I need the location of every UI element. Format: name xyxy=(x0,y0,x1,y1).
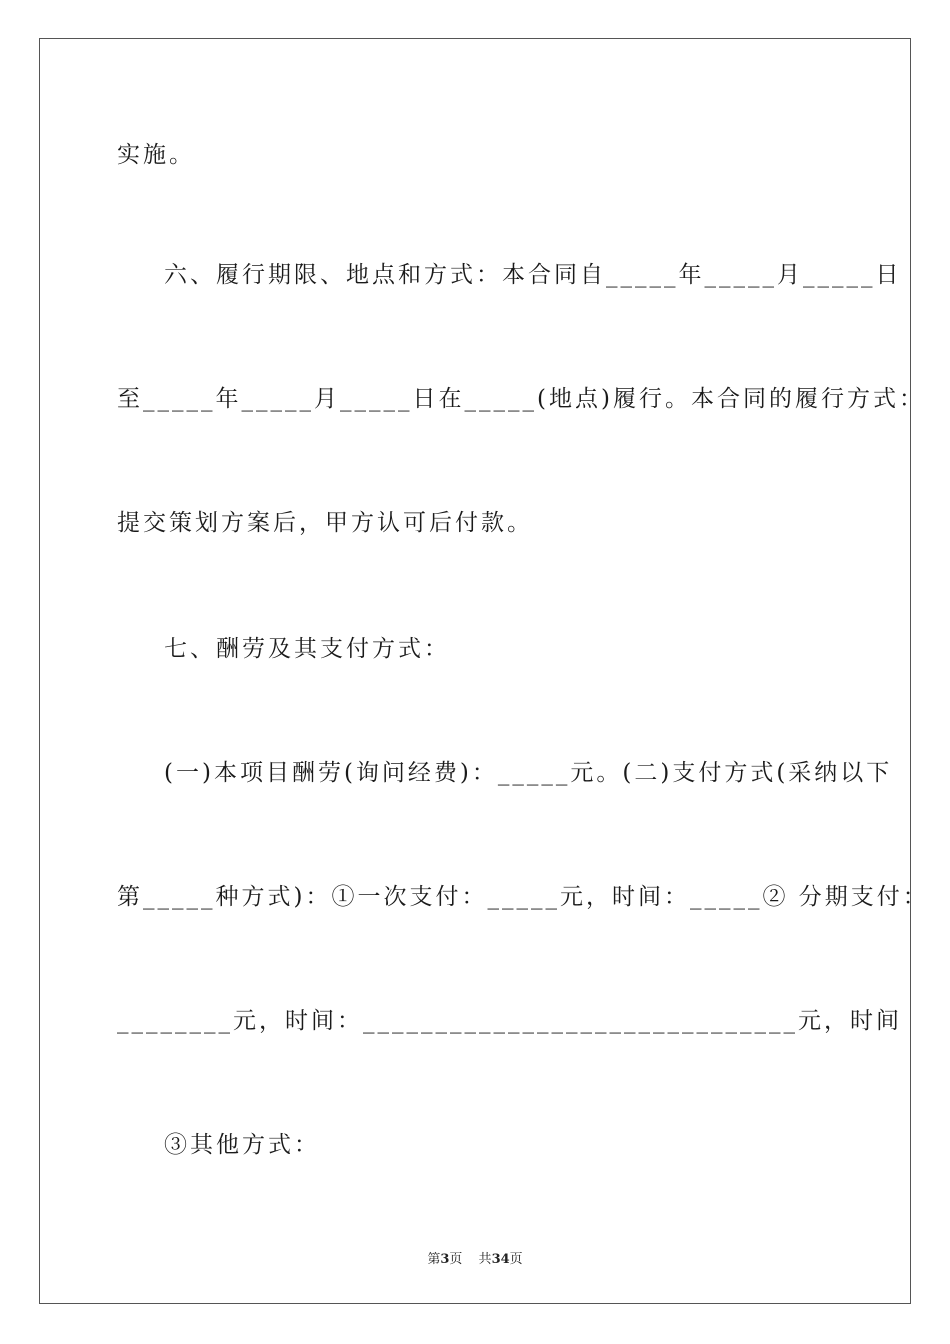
line-6: (一)本项目酬劳(询问经费)：_____元。(二)支付方式(采纳以下 xyxy=(164,760,893,786)
line-5: 七、酬劳及其支付方式： xyxy=(164,636,450,662)
total-pages: 34 xyxy=(491,1252,510,1267)
total-pages-indicator: 共34页 xyxy=(478,1252,523,1267)
line-3: 至_____年_____月_____日在_____(地点)履行。本合同的履行方式： xyxy=(117,386,925,412)
page-border xyxy=(39,38,911,1304)
line-8: ________元，时间：______________________________元，时间 xyxy=(117,1008,902,1034)
page-number: 3 xyxy=(440,1252,450,1267)
line-4: 提交策划方案后，甲方认可后付款。 xyxy=(117,510,533,536)
line-7: 第_____种方式)：①一次支付：_____元，时间：_____② 分期支付： xyxy=(117,884,929,910)
page-indicator: 第3页 xyxy=(427,1252,463,1267)
page-footer xyxy=(0,1248,950,1267)
line-2: 六、履行期限、地点和方式：本合同自_____年_____月_____日 xyxy=(164,262,902,288)
line-9: ③其他方式： xyxy=(164,1132,320,1158)
line-1: 实施。 xyxy=(117,142,195,168)
